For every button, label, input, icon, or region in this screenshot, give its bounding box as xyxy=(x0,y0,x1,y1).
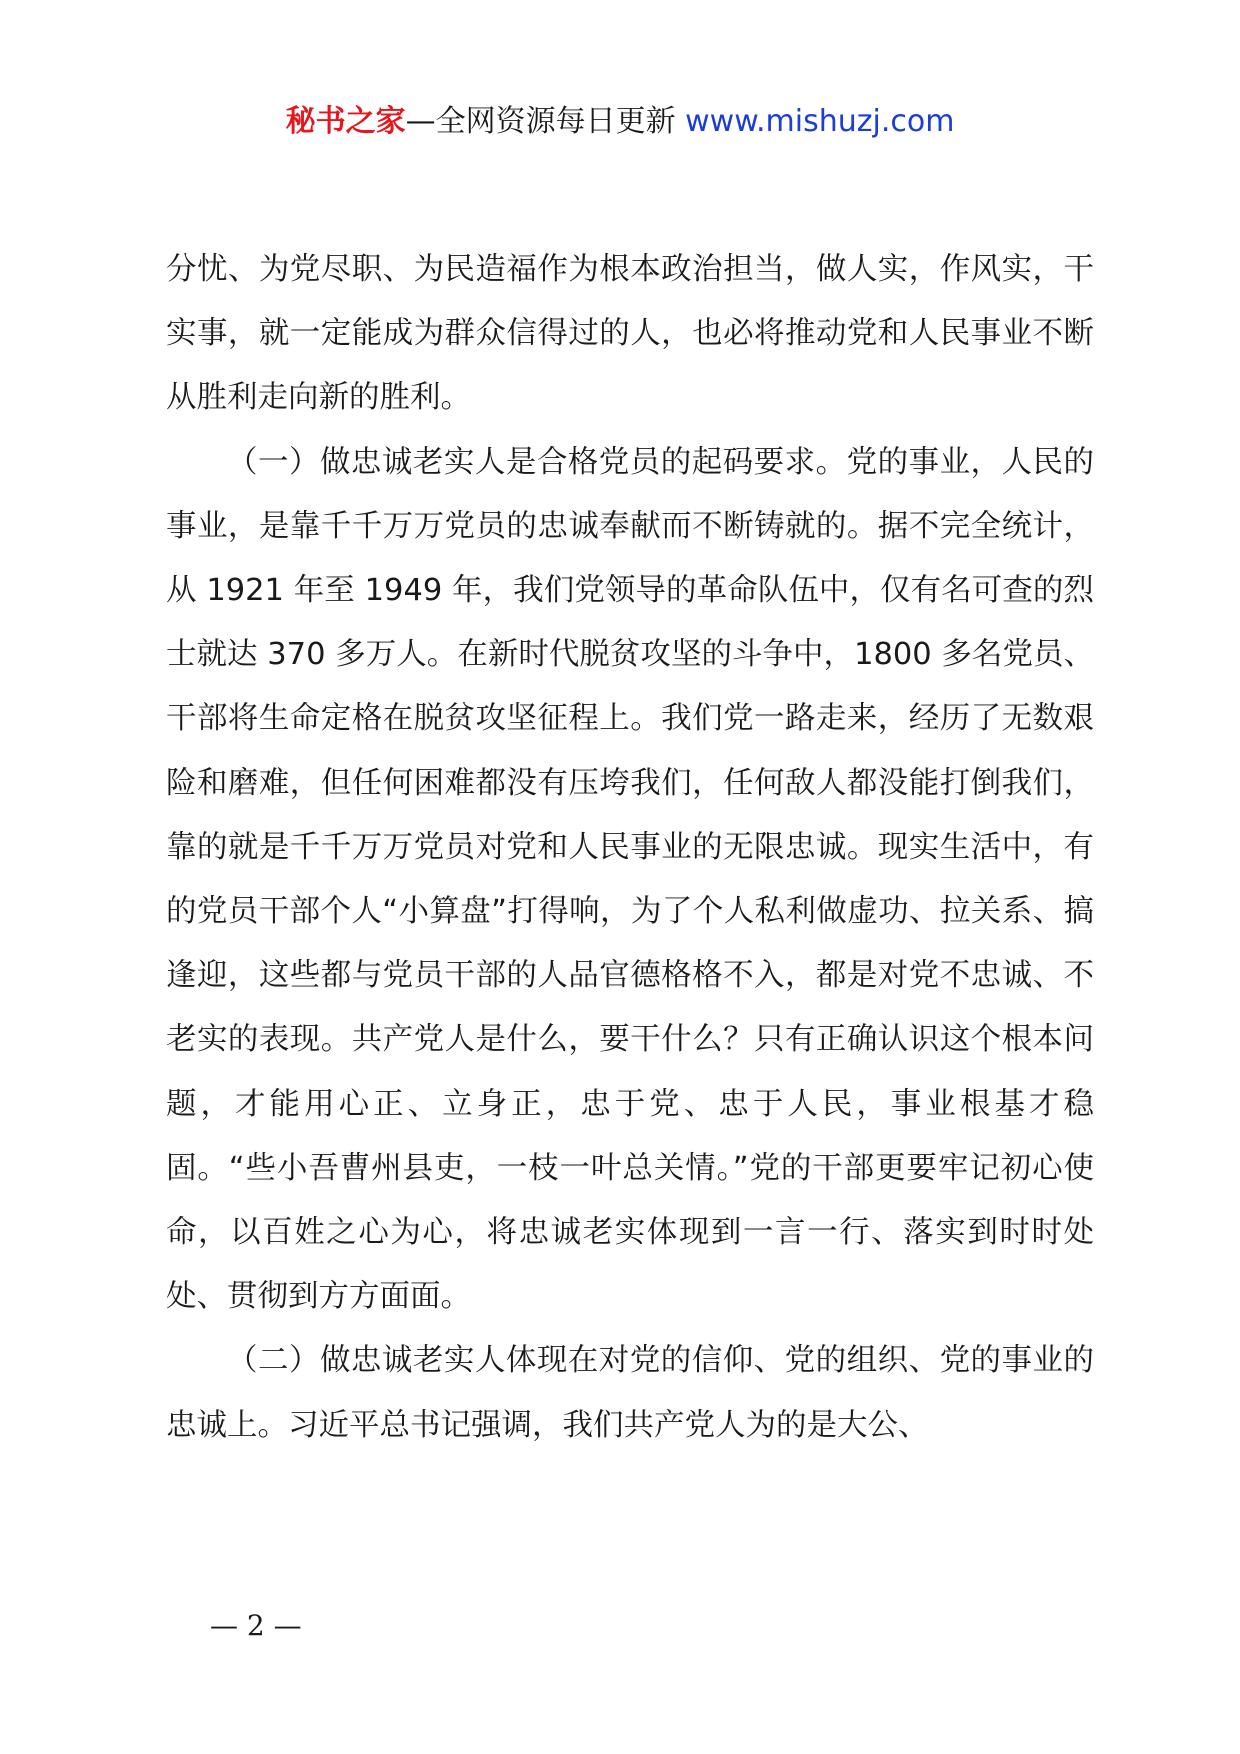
site-url-link[interactable]: www.mishuzj.com xyxy=(685,104,955,139)
page-number: — 2 — xyxy=(210,1609,302,1642)
paragraph-section-two: （二）做忠诚老实人体现在对党的信仰、党的组织、党的事业的忠诚上。习近平总书记强调，我们共产党人为的是大公、 xyxy=(166,1343,1094,1443)
site-tagline: —全网资源每日更新 xyxy=(405,104,686,139)
site-brand: 秘书之家 xyxy=(285,104,406,139)
document-body xyxy=(166,238,1094,1458)
paragraph-continuation: 分忧、为党尽职、为民造福作为根本政治担当，做人实，作风实，干实事，就一定能成为群众信得过的人，也必将推动党和人民事业不断从胜利走向新的胜利。 xyxy=(166,252,1094,416)
paragraph-section-one: （一）做忠诚老实人是合格党员的起码要求。党的事业，人民的事业，是靠千千万万党员的忠诚奉献而不断铸就的。据不完全统计，从 1921 年至 1949 年，我们党领导的革命队伍中，仅有名可查的烈士就达 370 多万人。在新时代脱贫攻坚的斗争中，1800 多名党员、干部将生命定格在脱贫攻坚征程上。我们党一路走来，经历了无数艰险和磨难，但任何困难都没有压垮我们，任何敌人都没能打倒我们，靠的就是千千万万党员对党和人民事业的无限忠诚。现实生活中，有的党员干部个人“小算盘”打得响，为了个人私利做虚功、拉关系、搞逢迎，这些都与党员干部的人品官德格格不入，都是对党不忠诚、不老实的表现。共产党人是什么，要干什么？只有正确认识这个根本问题，才能用心正、立身正，忠于党、忠于人民，事业根基才稳固。“些小吾曹州县吏，一枝一叶总关情。”党的干部更要牢记初心使命，以百姓之心为心，将忠诚老实体现到一言一行、落实到时时处处、贯彻到方方面面。 xyxy=(166,444,1094,1315)
site-header xyxy=(0,102,1240,142)
